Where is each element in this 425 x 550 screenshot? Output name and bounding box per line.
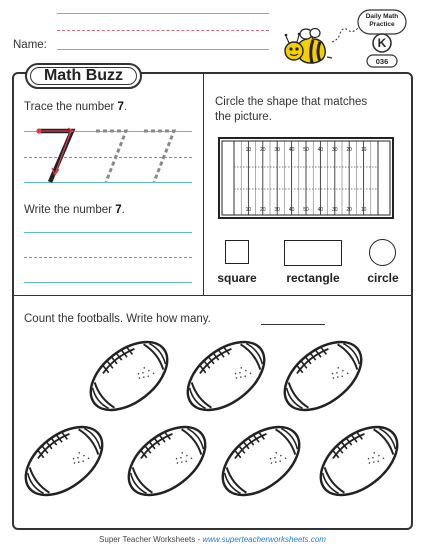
yard-number-bottom-2: 30 <box>274 207 280 213</box>
shape-prompt-line1: Circle the shape that matches <box>215 96 368 108</box>
yard-number-bottom-4: 50 <box>303 207 309 213</box>
yard-number-top-4: 50 <box>303 147 309 153</box>
badge-number: 036 <box>375 57 389 66</box>
football-icon <box>15 413 113 514</box>
count-prompt: Count the footballs. Write how many. <box>24 313 211 325</box>
yard-number-top-7: 20 <box>346 147 352 153</box>
footer <box>0 535 425 544</box>
name-label: Name: <box>13 39 47 51</box>
yard-number-bottom-6: 30 <box>332 207 338 213</box>
yard-number-bottom-8: 10 <box>360 207 367 213</box>
circle-label: circle <box>367 271 399 285</box>
yard-number-bottom-5: 40 <box>317 207 324 213</box>
write-prompt: Write the number 7. <box>24 204 125 216</box>
yard-number-top-5: 40 <box>317 147 324 153</box>
yard-number-top-2: 30 <box>274 147 280 153</box>
rectangle-label: rectangle <box>286 271 340 285</box>
footer-url[interactable]: www.superteacherworksheets.com <box>202 535 326 544</box>
badge-line1: Daily Math <box>365 13 399 20</box>
badge-line2: Practice <box>369 21 395 28</box>
yard-number-top-3: 40 <box>288 147 295 153</box>
footer-text: Super Teacher Worksheets - <box>99 535 203 544</box>
football-icon <box>310 413 408 514</box>
worksheet-title: Math Buzz <box>43 67 124 84</box>
yard-number-bottom-7: 20 <box>346 207 352 213</box>
yard-number-bottom-3: 40 <box>288 207 295 213</box>
yard-number-bottom-1: 20 <box>260 207 266 213</box>
football-icon <box>212 413 310 514</box>
shape-prompt-line2: the picture. <box>215 111 272 123</box>
yard-number-bottom-0: 10 <box>245 207 252 213</box>
yard-number-top-8: 10 <box>360 147 367 153</box>
yard-number-top-6: 30 <box>332 147 338 153</box>
square-label: square <box>217 271 257 285</box>
yard-number-top-1: 20 <box>260 147 266 153</box>
football-icon <box>118 413 216 514</box>
trace-prompt: Trace the number 7. <box>24 101 128 113</box>
yard-number-top-0: 10 <box>245 147 252 153</box>
badge-level: K <box>377 36 387 50</box>
